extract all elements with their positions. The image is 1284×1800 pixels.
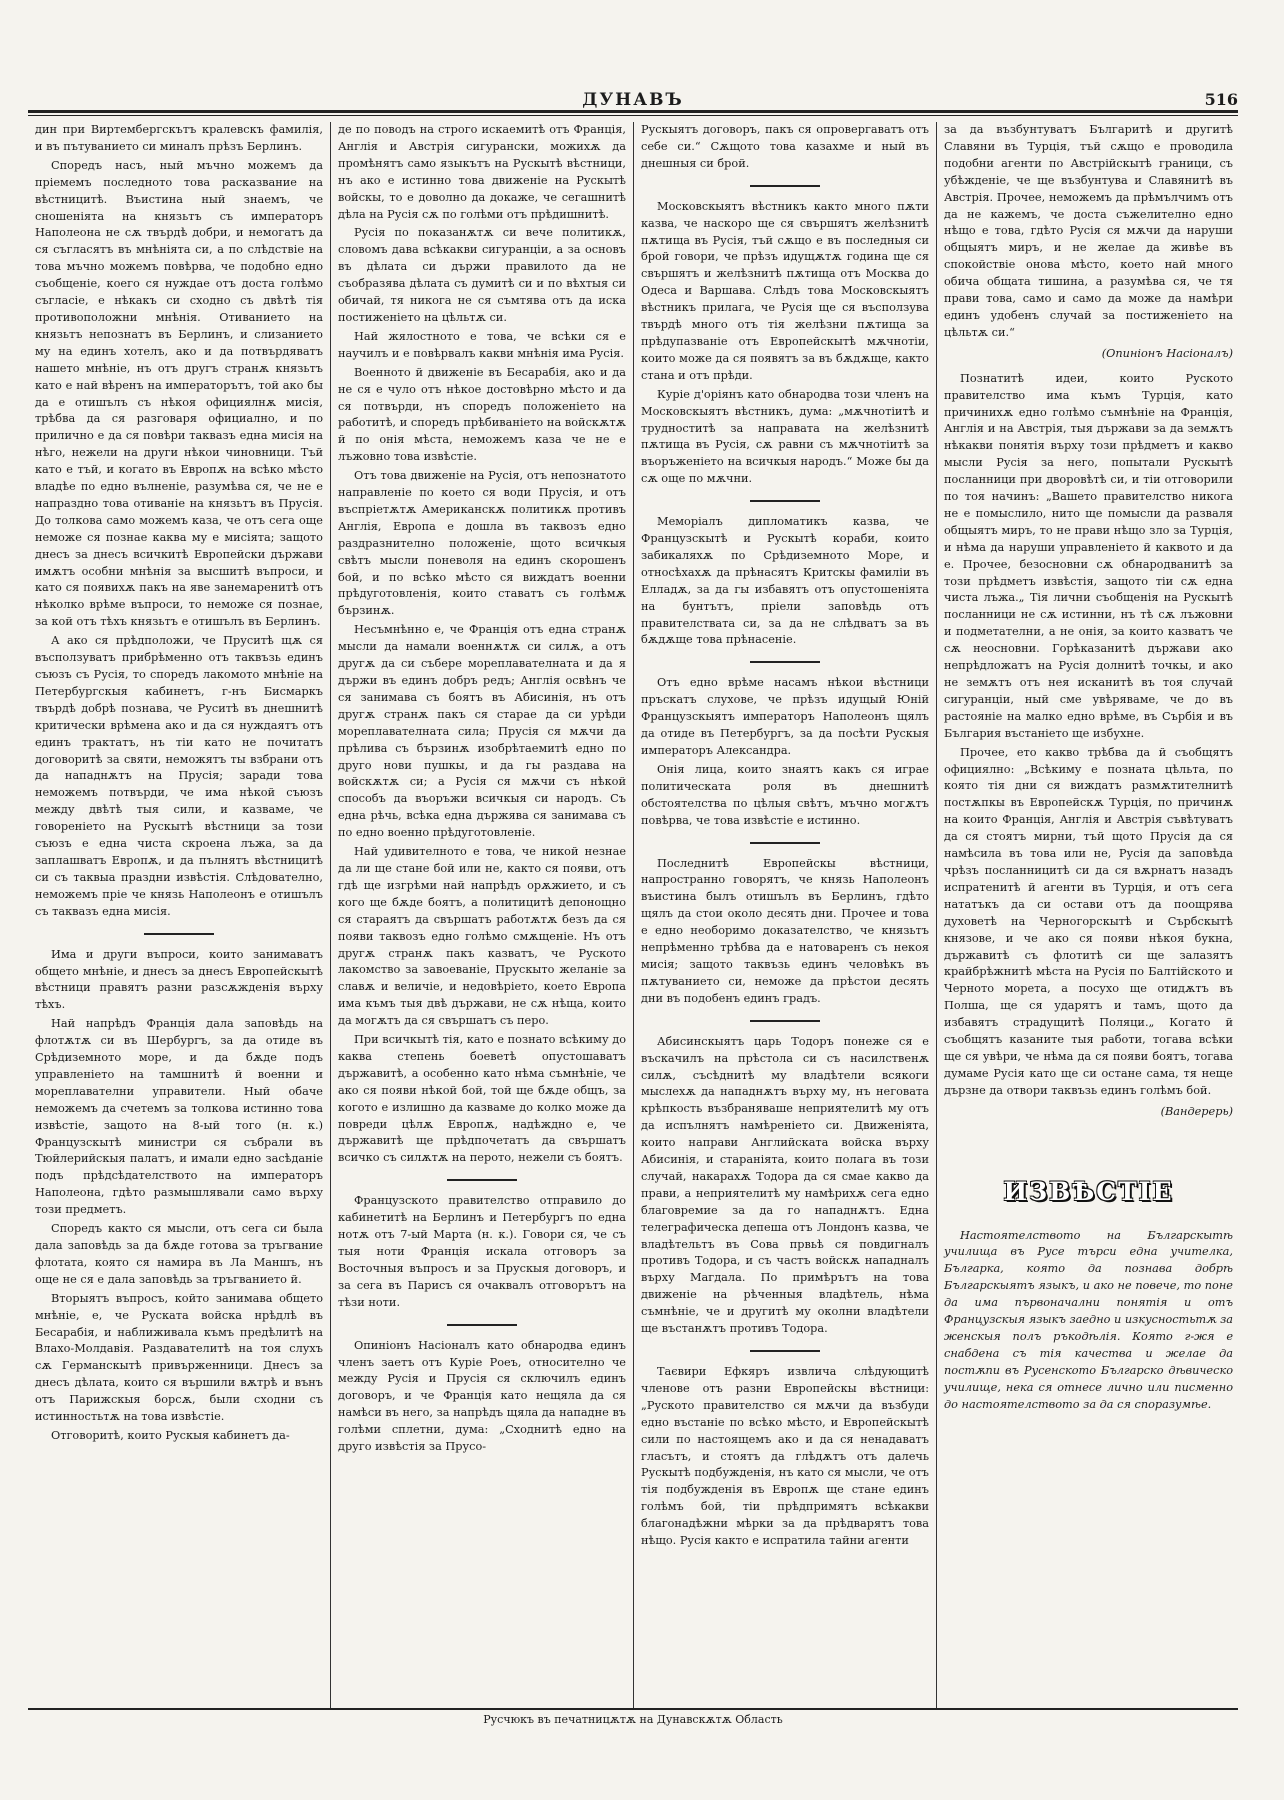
article-paragraph: Московскыятъ вѣстникъ както много пѫти казва, че наскоро ще ся свършятъ желѣзнитѣ пѫтища въ Русія, тъй сѫщо е въ последныя си брой говори, че прѣзъ идущѫтѫ година ще ся свършятъ и желѣзнитѣ пѫтища отъ Москва до Одеса и Варшава. Слѣдъ това Московскыятъ вѣстникъ прилага, че Русія ще ся въсползува твърдѣ много отъ тія желѣзни пѫтища за прѣдупазваніе отъ Европейскытѣ мѫчнотіи, които може да ся появятъ за въ бѫдѫще, както стана и отъ прѣди.	[641, 199, 929, 382]
article-paragraph: Рускыятъ договоръ, пакъ ся опровергаватъ отъ себе си.“ Сѫщото това казахме и ный въ днешныя си брой.	[641, 123, 929, 170]
article-separator	[750, 185, 820, 187]
page-number: 516	[1204, 90, 1238, 109]
article-paragraph: Абисинскыятъ царь Тодоръ понеже ся е въскачилъ на прѣстола си съ насилственѫ силѫ, съсѣднитѣ му владѣтели всякоги мыслехѫ да нападнѫтъ върху му, нъ неговата крѣпкость възбраняваше неприятелитѣ му отъ да испълнятъ намѣреніето си. Движеніята, които направи Английската войска върху Абисинія, и стараніята, които полага въ този случай, накарахѫ Тодора да ся смае какво да прави, а неприятелитѣ му намѣрихѫ сега едно благовремие за да го нападнѫтъ. Една телеграфическа депеша отъ Лондонъ казва, че владѣтельтъ въ Сова првьѣ ся повдигналъ противъ Тодора, и съ частъ войскѫ нападналъ върху Магдала. По примѣрътъ на това движеніе на рѣченныя владѣтель, нѣма съмнѣніе, че и другитѣ му околни владѣтели ще въстанѫтъ противъ Тодора.	[641, 1034, 929, 1336]
article-paragraph: Французското правителство отправило до кабинетитѣ на Берлинъ и Петербургъ по една нотѫ отъ 7-ый Марта (н. к.). Говори ся, че съ тыя ноти Франція искала отговоръ за Восточныя въпросъ и за Прускыя договоръ, и за сега въ Парисъ ся очаквалъ отговорътъ на тѣзи ноти.	[338, 1194, 626, 1309]
header-rule-thick	[28, 110, 1238, 113]
article-paragraph: Русія по показанѫтѫ си вече политикѫ, словомъ дава всѣкакви сигуранціи, а за основъ въ дѣлата си държи правилото да не съобразява дѣлата съ думитѣ си и по вѣхтыя си обичай, тя никога не ся съмтява отъ да иска постиженіето на цѣльтѫ си.	[338, 226, 626, 324]
article-paragraph: Най удивителното е това, че никой незнае да ли ще стане бой или не, както ся появи, отъ гдѣ ще изгрѣми най напрѣдъ орѫжието, и съ кого ще бѫде боятъ, а политицитѣ депонощно ся стараятъ да свършатъ работѫтѫ безъ да ся появи таквозъ едно голѣмо смѫщеніе. Нъ отъ другѫ странѫ пакъ казватъ, че Руското лакомство за завоеваніе, Прускыто желаніе за славѫ и величіе, и недовѣріето, което Европа има къмъ тыя двѣ държави, не сѫ нѣща, които да могѫтъ да ся свършатъ съ перо.	[338, 845, 626, 1028]
article-paragraph: Споредъ насъ, ный мъчно можемъ да пріемемъ последното това расказвание на вѣстницитѣ. Въистина ный знаемъ, че сношеніята на князьтъ съ императоръ Наполеона не сѫ твърдѣ добри, и немогатъ да ся съгласятъ въ мнѣніята си, а по слѣдствіе на това мъчно можемъ повѣрва, че подобно едно съобщеніе, коего ся нуждае отъ доста голѣмо съгласіе, е нѣкакъ си сходно съ двѣтѣ тія противоположни мнѣнія. Отиванието на князьтъ непознатъ въ Берлинъ, и слизанието му на единъ хотелъ, ако и да потвърдяватъ нашето мнѣніе, нъ отъ другъ странѫ князьтъ като е най вѣренъ на императорътъ, той ако бы да е отишълъ съ нѣкоя официялнѫ мисія, трѣбва да ся разговаря официално, и по прилично е да ся повѣри таквазъ една мисія на нѣго, нежели на други нѣкои чиновници. Тъй като е тъй, и когато въ Европѫ на всѣко мѣсто владѣе по едно вълненіе, разумѣва ся, че не е напраздно това отиваніе на князьтъ въ Прусія. До толкова само можемъ каза, че отъ сега още неможе ся познае каква му е мисіята; защото днесъ за днесъ всичкитѣ Европейски държави имѫтъ особни мнѣнія за высшитѣ въпроси, и като ся появихѫ пакъ на яве занемаренитѣ отъ нѣколко врѣме въпроси, то неможе ся познае, за кой отъ тѣхъ князьтъ е отишълъ въ Берлинъ.	[35, 158, 323, 629]
header-rule-thin	[28, 115, 1238, 116]
article-separator	[144, 933, 214, 935]
article-paragraph: Опиніонъ Насіоналъ като обнародва единъ членъ заетъ отъ Куріе Роеъ, относително че между Русія и Прусія ся сключилъ единъ договоръ, и че Франція като нещяла да ся намѣси въ него, за напрѣдъ щяла да нападне въ голѣми сплетни, дума: „Сходнитѣ едно на друго извѣстія за Прусо-	[338, 1338, 626, 1454]
article-paragraph: Онія лица, които знаятъ какъ ся играе политическата роля въ днешнитѣ обстоятелства по цѣлыя свѣтъ, мъчно могѫтъ повѣрва, че това извѣстіе е истинно.	[641, 762, 929, 827]
announcement-title: ИЗВѢСТІЕ	[1003, 1176, 1174, 1206]
article-paragraph: Има и други въпроси, които занимаватъ общето мнѣніе, и днесъ за днесъ Европейскытѣ вѣстници правятъ разни разсѫжденія върху тѣхъ.	[35, 947, 323, 1012]
article-paragraph: Несъмнѣнно е, че Франція отъ една странѫ мысли да намали военнѫтѫ си силѫ, а отъ другѫ да си събере мореплавателната и да я държи въ единъ добръ редъ; Англія освѣнъ че ся занимава съ боятъ въ Абисинія, нъ отъ другѫ странѫ пакъ ся старае да си урѣди мореплавателната сила; Прусія ся мѫчи да прѣлива съ бързинѫ изобрѣтаемитѣ едно по друго нови пушкы, и да гы раздава на войскѫтѫ си; а Русія ся мѫчи съ нѣкой способъ да въоръжи всичкыя си народъ. Съ една рѣчь, всѣка една държява ся занимава съ по едно военно прѣдуготовленіе.	[338, 623, 626, 840]
newspaper-title: ДУНАВЪ	[582, 90, 684, 110]
article-paragraph: При всичкытѣ тія, като е познато всѣкиму до каква степень боеветѣ опустошаватъ държавитѣ, а особенно като нѣма съмнѣніе, че ако ся появи нѣкой бой, той ще бѫде общъ, за когото е излишно да казваме до колко може да повреди цѣлѫ Европѫ, надѣждно е, че държавитѣ ще прѣдпочетатъ да свършатъ всичко съ силѫтѫ на перото, нежели съ боятъ.	[338, 1033, 626, 1165]
article-separator	[447, 1324, 517, 1326]
source-attribution: (Вандерерь)	[1160, 1104, 1233, 1118]
article-separator	[750, 1350, 820, 1352]
column-1	[28, 122, 331, 1708]
article-paragraph: Най напрѣдъ Франція дала заповѣдь на флотѫтѫ си въ Шербургъ, за да отиде въ Срѣдиземното море, и да бѫде подъ управленіето на тамшнитѣ й военни и мореплавателни управители. Ный обаче неможемъ да счетемъ за толкова истинно това извѣстіе, защото на 8-ый того (н. к.) Французскытѣ министри ся събрали въ Тюйлерийскыя палатъ, и имали едно засѣданіе подъ прѣдсѣдателството на императоръ Наполеона, гдѣто размышлявали само върху този предметъ.	[35, 1017, 323, 1217]
text-columns	[28, 122, 1240, 1708]
article-paragraph: Куріе д'оріянъ като обнародва този членъ на Московскыятъ вѣстникъ, дума: „мѫчнотіитѣ и трудноститѣ за направата на желѣзнитѣ пѫтища въ Русія, сѫ равни съ мѫчнотіитѣ за въоръженіето на всичкыя народъ.“ Може бы да сѫ още по мѫчни.	[641, 387, 929, 486]
announcement-text: Настоятелството на Българскытѣ училища въ Русе търси една учителка, Българка, която да познава добрѣ Българскыятъ языкъ, и ако не повече, то поне да има първоначални понятія и отъ Французскыя языкъ заедно и изкусностьтѫ за женскыя полъ ръкодѣлія. Която г-жя е снабдена съ тія качества и желае да постѫпи въ Русенското Българско дѣвическо училище, нека ся отнесе лично или писменно до настоятелството за да ся споразумѣе.	[944, 1228, 1233, 1411]
column-3	[634, 122, 937, 1708]
article-paragraph: за да възбунтуватъ Българитѣ и другитѣ Славяни въ Турція, тъй сѫщо е проводила подобни агенти по Австрійскытѣ граници, съ убѣжденіе, че ще възбунтува и Славянитѣ въ Австрія. Прочее, неможемъ да прѣмълчимъ отъ да не кажемъ, че доста съжелително едно нѣщо е това, гдѣто Русія ся мѫчи да наруши общыятъ миръ, и не желае да живѣе въ спокойствіе онова мѣсто, което най много обича общата тишина, а разумѣва ся, че тя прави това, само и само да може да намѣри единъ удобенъ случай за постиженіето на цѣльтѫ си.“	[944, 123, 1233, 339]
article-paragraph: Последнитѣ Европейскы вѣстници, напространно говорятъ, че князь Наполеонъ въистина былъ отишълъ въ Берлинъ, гдѣто щялъ да стои около десять дни. Прочее и това е едно необоримо доказателство, че князьтъ непрѣменно трѣбва да е натоваренъ съ некоя мисія; защото таквъзь единъ человѣкъ въ пѫтуванието си, неможе да прѣстои десять дни въ подобенъ единъ градъ.	[641, 856, 929, 1005]
article-paragraph: Споредъ както ся мысли, отъ сега си была дала заповѣдь за да бѫде готова за тръгвание флотата, която ся намира въ Ла Маншъ, нъ още не ся е дала заповѣдь за тръгванието й.	[35, 1222, 323, 1286]
source-attribution: (Опиніонъ Насіоналъ)	[1101, 346, 1233, 360]
article-paragraph: Вторыятъ въпросъ, който занимава общето мнѣніе, е, че Руската войска нрѣдлѣ въ Бесарабія, и наближивала къмъ предѣлитѣ на Влахо-Молдавія. Раздавателитѣ на тоя слухъ сѫ Германскытѣ привърженници. Днесъ за днесъ дѣлата, които ся вършили вѫтрѣ и вънъ отъ Парижскыя борсѫ, были сходни съ истинностьтѫ на това извѣстіе.	[35, 1291, 323, 1424]
column-4	[937, 122, 1240, 1708]
article-paragraph: Военното й движеніе въ Бесарабія, ако и да не ся е чуло отъ нѣкое достовѣрно мѣсто и да ся потвърди, нъ споредъ положеніето на работитѣ, и споредъ прѣбиваніето на войскѫтѫ й по онія мѣста, неможемъ каза че не е лъжовно това извѣстіе.	[338, 365, 626, 464]
article-separator	[750, 842, 820, 844]
article-paragraph: де по поводъ на строго искаемитѣ отъ Франція, Англія и Австрія сигурански, можихѫ да промѣнятъ само языкътъ на Рускытѣ вѣстници, нъ ако е истинно това движеніе на Рускытѣ войскы, то е доволно да докаже, че сегашнитѣ дѣла на Русія сѫ по голѣми отъ прѣдишнитѣ.	[338, 123, 626, 221]
article-paragraph: А ако ся прѣдположи, че Пруситѣ щѫ ся въсползуватъ прибрѣменно отъ таквъзь единъ съюзъ съ Русія, то споредъ лакомото мнѣніе на Петербургскыя кабинетъ, г-нъ Бисмаркъ твърдѣ добрѣ познава, че Руситѣ въ днешнитѣ критически врѣмена ако и да ся нуждаятъ отъ единъ трактатъ, нъ тіи като не почитатъ договоритѣ за святи, неможятъ ты взбрани отъ да нападнѫтъ на Прусія; заради това неможемъ потвърди, че има нѣкой съюзъ между двѣтѣ тыя сили, и казваме, че говореніето на Рускытѣ вѣстници за този съюзъ е една чиста скроена лъжа, за да заплашватъ Европѫ, и да пълнятъ вѣстницитѣ си съ таквыа праздни извѣстія. Слѣдователно, неможемъ прiе че князь Наполеонъ е отишълъ съ таквазъ една мисія.	[35, 634, 323, 918]
article-separator	[447, 1179, 517, 1181]
footer-rule	[28, 1708, 1238, 1710]
article-paragraph: Отъ това движеніе на Русія, отъ непознатото направленіе по което ся води Прусія, и отъ въспріетѫтѫ Американскѫ политикѫ противъ Англія, Европа е дошла въ таквозъ едно раздразнително положеніе, щото всичкыя свѣтъ мысли поневоля на единъ скорошенъ бой, и по всѣко мѣсто ся виждатъ военни прѣдуготовленія, които ставатъ съ голѣмѫ бързинѫ.	[338, 469, 626, 618]
article-separator	[750, 500, 820, 502]
article-paragraph: Познатитѣ идеи, които Руското правителство има къмъ Турція, като причинихѫ едно голѣмо съмнѣніе на Франція, Англія и на Австрія, тыя държави за да земѫтъ нѣкакви понятія върху този прѣдметъ и какво мысли Русія за него, попытали Рускытѣ посланници при дворовѣтѣ си, и тіи отговорили по тоя начинъ: „Вашето правителство никога не е помыслило, нито ще помысли да разваля общыятъ миръ, то не прави нѣщо зло за Турція, и нѣма да наруши управленіето й каквото и да е. Прочее, безосновни сѫ обнародванитѣ за този прѣдметъ извѣстія, защото тіи сѫ една чиста лъжа.„ Тія лични съобщенія на Рускытѣ посланници не сѫ истинни, нъ тѣ сѫ лъжовни и подметателни, а не онія, за които казватъ че сѫ неосновни. Горѣказанитѣ държави ако непрѣдложатъ на Русія долнитѣ точкы, и ако не земѫтъ отъ нея исканитѣ въ тоя случай сигуранціи, ный сме увѣряваме, че до въ растояніе на малко едно врѣме, въ Сърбія и въ България въстаніето ще избухне.	[944, 371, 1233, 740]
column-2	[331, 122, 634, 1708]
article-paragraph: Прочее, ето какво трѣбва да й съобщятъ официялно: „Всѣкиму е позната цѣльта, по която тія дни ся виждатъ размѫтителнитѣ постѫпкы въ Европейскѫ Турція, по причинѫ на които Франція, Англія и Австрія съвѣтуватъ да ся стоятъ мирни, тъй щото Прусія да ся намѣсила въ това или не, Русія да заповѣда чрѣзъ посланницитѣ си да ся вѫрнатъ назадъ испратенитѣ й агенти въ Турція, и отъ сега нататъкъ да си остави отъ да поощрява духоветѣ на Черногорскытѣ и Сърбскытѣ князове, и че ако ся появи нѣкоя букна, държавитѣ съ флотитѣ си ще залазятъ крайбрѣжнитѣ мѣста на Русія по Балтійското и Черното морета, а посухо ще отидѫтъ въ Полша, ще ся ударятъ и тамъ, щото да избавятъ страдущитѣ Поляци.„ Когато й съобщятъ казаните тыя работи, тогава всѣки ще ся увѣри, че нѣма да ся появи боятъ, тогава думаме Русія като ще си остане сама, тя неще дързне да отвори таквъзь единъ голѣмъ бой.	[944, 745, 1233, 1097]
article-separator	[750, 1020, 820, 1022]
article-paragraph: Най жялостното е това, че всѣки ся е научилъ и е повѣрвалъ какви мнѣнія има Русія.	[338, 329, 626, 360]
article-separator	[750, 661, 820, 663]
article-paragraph: Меморіалъ дипломатикъ казва, че Французскытѣ и Рускытѣ кораби, които забикаляхѫ по Срѣдиземното Море, и относѣхахѫ да прѣнасятъ Критскы фамиліи въ Елладѫ, за да гы избавятъ отъ опустошеніята на бунтътъ, прiели заповѣдь отъ правителствата си, за да не слѣдватъ за въ бѫдѫще това прѣнасеніе.	[641, 515, 929, 647]
imprint-line: Русчюкъ въ печатницѫтѫ на Дунавскѫтѫ Область	[483, 1713, 783, 1726]
article-paragraph: Таєвири Ефкяръ извлича слѣдующитѣ членове отъ разни Европейскы вѣстници: „Руското правителство ся мѫчи да възбуди едно въстаніе по всѣко мѣсто, и Европейскытѣ сили по настоящемъ ако и да ся ненадаватъ гласътъ, и стоятъ да глѣдѫтъ отъ далечь Рускытѣ подбужденія, нъ като ся мысли, че отъ тія подбужденія въ Европѫ ще стане единъ голѣмъ бой, тіи прѣдпримятъ всѣкакви благонадѣжни мѣрки за да прѣдварятъ това нѣщо. Русія както е испратила тайни агенти	[641, 1365, 929, 1548]
article-paragraph: дин при Виртембергскътъ кралевскъ фамилія, и въ пътуванието си миналъ прѣзъ Берлинъ.	[35, 123, 323, 153]
article-paragraph: Отговоритѣ, които Рускыя кабинетъ да-	[51, 1428, 290, 1442]
article-paragraph: Отъ едно врѣме насамъ нѣкои вѣстници пръскатъ слухове, че прѣзъ идущый Юній Французскыятъ императоръ Наполеонъ щялъ да отиде въ Петербургъ, за да посѣти Рускыя императоръ Александра.	[641, 676, 929, 757]
